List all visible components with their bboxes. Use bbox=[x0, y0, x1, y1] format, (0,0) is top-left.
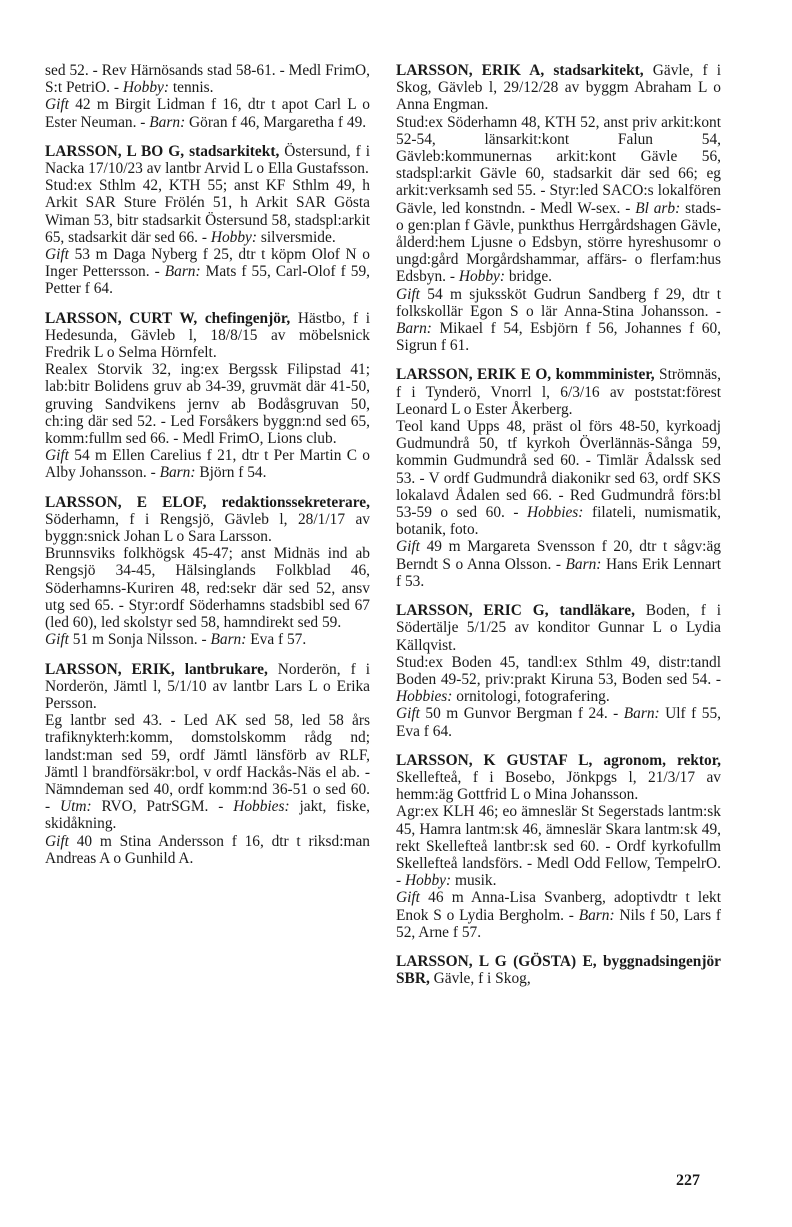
person-name: LARSSON, K GUSTAF L, bbox=[396, 751, 593, 769]
entry-text: tennis. bbox=[168, 79, 214, 97]
biography-entry bbox=[45, 310, 370, 482]
field-label: Hobby: bbox=[458, 268, 506, 286]
biography-entry bbox=[396, 62, 721, 354]
entry-text bbox=[206, 494, 221, 511]
field-label: Gift bbox=[45, 832, 69, 850]
field-label: Bl arb: bbox=[635, 199, 681, 217]
entry-text: 53 m Daga Nyberg f 25, dtr t köpm Olof N o Inger Pettersson. - bbox=[45, 246, 370, 281]
entry-text: Gävle, f i Skog, bbox=[429, 970, 531, 988]
entry-text: Gävle, f i Skog, Gävleb l, 29/12/28 av byggm Abraham L o Anna Engman. bbox=[396, 62, 722, 114]
entry-text: Björn f 54. bbox=[195, 464, 267, 482]
entry-text bbox=[197, 310, 205, 327]
entry-paragraph bbox=[396, 114, 721, 286]
entry-text bbox=[175, 661, 185, 678]
field-label: Gift bbox=[45, 447, 69, 465]
person-name: LARSSON, ERIK E O, bbox=[396, 366, 552, 384]
entry-text: Realex Storvik 32, ing:ex Bergssk Filipstad 41; lab:bitr Bolidens gruv ab 34-39, gruvmät där 41-50, gruving Sandvikens jernv ab Bodåsgruvan 50, ch:ing där sed 52. - Led Forsåkers byggn:nd sed 65, komm:fullm sed 66. - Medl FrimO, Lions club. bbox=[45, 361, 370, 448]
entry-text: Hästbo, f i Hedesunda, Gävleb l, 18/8/15 av möbelsnick Fredrik L o Selma Hörnfelt. bbox=[45, 309, 370, 362]
entry-paragraph bbox=[45, 177, 370, 246]
page-number: 227 bbox=[676, 1172, 700, 1189]
entry-paragraph bbox=[45, 447, 370, 481]
entry-text: 46 m Anna-Lisa Svanberg, adoptivdtr t lekt Enok S o Lydia Bergholm. - bbox=[396, 889, 721, 924]
entry-text: 42 m Birgit Lidman f 16, dtr t apot Carl L o Ester Neuman. - bbox=[45, 96, 370, 131]
entry-heading-paragraph bbox=[45, 62, 370, 96]
person-name: LARSSON, ERIK A, bbox=[396, 62, 545, 79]
entry-text: 49 m Margareta Svensson f 20, dtr t sågv:äg Berndt S o Anna Olsson. - bbox=[396, 538, 721, 573]
entry-text: Hans Erik Lennart f 53. bbox=[396, 555, 721, 590]
field-label: Gift bbox=[396, 705, 420, 723]
field-label: Gift bbox=[396, 538, 420, 556]
entry-text: ornitologi, fotografering. bbox=[452, 688, 610, 706]
entry-heading-paragraph bbox=[45, 143, 370, 177]
biography-entry bbox=[45, 62, 370, 131]
field-label: Barn: bbox=[396, 320, 432, 338]
person-name: LARSSON, ERIC G, bbox=[396, 602, 549, 620]
field-label: Hobbies: bbox=[527, 504, 584, 522]
field-label: Gift bbox=[396, 889, 420, 907]
field-label: Hobby: bbox=[210, 228, 258, 246]
person-name: LARSSON, L G (GÖSTA) E, bbox=[396, 952, 597, 970]
entry-paragraph bbox=[45, 361, 370, 447]
biography-entry bbox=[45, 143, 370, 298]
right-column bbox=[396, 62, 721, 999]
biography-entry bbox=[396, 752, 721, 941]
entry-text: Göran f 46, Margaretha f 49. bbox=[185, 113, 367, 131]
field-label: Gift bbox=[45, 96, 69, 114]
entry-text: Stud:ex Boden 45, tandl:ex Sthlm 49, distr:tandl Boden 49-52, priv:prakt Kiruna 53, Boden sed 54. - bbox=[396, 653, 721, 688]
entry-paragraph bbox=[45, 712, 370, 832]
entry-text: 40 m Stina Andersson f 16, dtr t riksd:man Andreas A o Gunhild A. bbox=[45, 832, 370, 867]
entry-text: Nils f 50, Lars f 52, Arne f 57. bbox=[396, 906, 721, 941]
occupation: lantbrukare, bbox=[184, 660, 268, 678]
field-label: Barn: bbox=[149, 113, 186, 131]
biography-entry bbox=[45, 661, 370, 867]
entry-text bbox=[592, 752, 603, 769]
entry-text: Strömnäs, f i Tynderö, Vnorrl l, 6/3/16 av poststat:förest Leonard L o Ester Åkerberg. bbox=[396, 366, 721, 418]
entry-heading-paragraph bbox=[396, 752, 721, 804]
entry-text: 54 m Ellen Carelius f 21, dtr t Per Martin C o Alby Johansson. - bbox=[45, 447, 370, 482]
field-label: Hobby: bbox=[122, 79, 169, 97]
person-name: LARSSON, L BO G, bbox=[45, 142, 185, 160]
entry-heading-paragraph bbox=[396, 366, 721, 418]
field-label: Gift bbox=[45, 246, 69, 264]
entry-text: Skellefteå, f i Bosebo, Jönkpgs l, 21/3/17 av hemm:äg Gottfrid L o Mina Johansson. bbox=[396, 768, 721, 804]
entry-paragraph bbox=[45, 631, 370, 648]
biography-entry bbox=[396, 602, 721, 740]
entry-text: 54 m sjukssköt Gudrun Sandberg f 29, dtr t folkskollär Egon S o lär Anna-Stina Johansson. - bbox=[396, 285, 721, 320]
occupation: agronom, rektor, bbox=[603, 751, 721, 769]
entry-paragraph bbox=[396, 705, 721, 739]
entry-heading-paragraph bbox=[396, 602, 721, 654]
entry-text: 51 m Sonja Nilsson. - bbox=[68, 631, 211, 649]
entry-heading-paragraph bbox=[45, 310, 370, 362]
entry-text: filateli, numismatik, botanik, foto. bbox=[396, 504, 721, 539]
entry-text bbox=[549, 602, 560, 619]
entry-text: Norderön, f i Norderön, Jämtl l, 5/1/10 av lantbr Lars L o Erika Persson. bbox=[45, 660, 370, 712]
occupation: tandläkare, bbox=[559, 602, 635, 620]
biography-entry bbox=[396, 366, 721, 590]
left-column bbox=[45, 62, 370, 879]
field-label: Barn: bbox=[565, 555, 602, 573]
occupation: redaktionssekreterare, bbox=[221, 493, 370, 511]
entry-heading-paragraph bbox=[45, 661, 370, 713]
entry-heading-paragraph bbox=[45, 494, 370, 546]
entry-paragraph bbox=[396, 418, 721, 538]
entry-heading-paragraph bbox=[396, 953, 721, 987]
field-label: Barn: bbox=[623, 705, 660, 723]
field-label: Gift bbox=[396, 285, 420, 303]
occupation: stadsarkitekt, bbox=[189, 142, 280, 160]
entry-paragraph bbox=[45, 96, 370, 130]
person-name: LARSSON, ERIK, bbox=[45, 660, 175, 678]
field-label: Barn: bbox=[164, 263, 201, 281]
occupation: byggnadsingenjör SBR, bbox=[396, 952, 721, 988]
entry-text: Agr:ex KLH 46; eo ämneslär St Segerstads lantm:sk 45, Hamra lantm:sk 46, ämneslär Skara lantm:sk 49, rekt Skellefteå lantbr:sk sed 60. - Ordf kyrkofullm Skellefteå landsförs. - Medl Odd Fellow, TempelrO. - bbox=[396, 803, 721, 890]
entry-paragraph bbox=[396, 538, 721, 590]
field-label: Barn: bbox=[159, 464, 196, 482]
entry-paragraph bbox=[45, 545, 370, 631]
field-label: Hobby: bbox=[404, 872, 452, 890]
entry-text: Teol kand Upps 48, präst ol förs 48-50, kyrkoadj Gudmundrå 50, tf kyrkoh Överlännäs-Sånga 59, kommin Gudmundrå sed 60. - Timlär Ådalssk sed 53. - V ordf Gudmundrå diakonikr sed 63, ordf SKS lokalavd Ådalen sed 66. - Red Gudmundrå förs:bl 53-59 o sed 60. - bbox=[396, 418, 721, 522]
entry-text: stads- o gen:plan f Gävle, punkthus Herrgårdshagen Gävle, ålderd:hem Ljusne o Edsbyn, större hyreshusomr o ungd:gård Morgårdshammar, affärs- o flerfam:hus Edsbyn. - bbox=[396, 199, 721, 286]
person-name: LARSSON, E ELOF, bbox=[45, 493, 207, 511]
entry-text: Boden, f i Södertälje 5/1/25 av konditor Gunnar L o Lydia Källqvist. bbox=[396, 602, 721, 654]
entry-paragraph bbox=[396, 654, 721, 706]
field-label: Barn: bbox=[578, 906, 615, 924]
occupation: stadsarkitekt, bbox=[553, 62, 644, 79]
entry-paragraph bbox=[396, 889, 721, 941]
entry-paragraph bbox=[45, 246, 370, 298]
entry-text: Eg lantbr sed 43. - Led AK sed 58, led 58 års trafiknykterh:komm, domstolskomm rådg nd; landst:man sed 59, ordf Jämtl länsförb av RLF, Jämtl l brandförsäkr:bol, v ordf Hackås-Näs el ab. - Nämndeman sed 40, ordf komm:nd 36-51 o sed 60. - bbox=[45, 712, 370, 816]
entry-text: RVO, PatrSGM. - bbox=[91, 798, 234, 816]
entry-text: 50 m Gunvor Bergman f 24. - bbox=[419, 705, 624, 723]
entry-text: Stud:ex Söderhamn 48, KTH 52, anst priv arkit:kont 52-54, länsarkit:kont Falun 54, Gävleb:kommunernas arkit:kont Gävle 56, stadspl:arkit Gävle 60, stadsarkit där sed 66; eg arkit:verksamh sed 55. - Styr:led SACO:s lokalfören Gävle, led konstndn. - Medl W-sex. - bbox=[396, 113, 721, 217]
biography-entry bbox=[396, 953, 721, 987]
entry-paragraph bbox=[396, 803, 721, 889]
field-label: Barn: bbox=[210, 631, 247, 649]
entry-heading-paragraph bbox=[396, 62, 721, 114]
entry-text: sed 52. - Rev Härnösands stad 58-61. - Medl FrimO, S:t PetriO. - bbox=[45, 62, 370, 97]
field-label: Hobbies: bbox=[396, 688, 453, 706]
field-label: Utm: bbox=[59, 798, 92, 816]
occupation: kommminister, bbox=[555, 366, 655, 384]
entry-paragraph bbox=[45, 833, 370, 867]
biography-entry bbox=[45, 494, 370, 649]
entry-text: Eva f 57. bbox=[246, 631, 307, 649]
entry-text: jakt, fiske, skidåkning. bbox=[45, 798, 371, 833]
entry-text: Östersund, f i Nacka 17/10/23 av lantbr Arvid L o Ella Gustafsson. bbox=[45, 142, 370, 178]
entry-paragraph bbox=[396, 286, 721, 355]
entry-text: silversmide. bbox=[257, 228, 336, 246]
entry-text: Mikael f 54, Esbjörn f 56, Johannes f 60, Sigrun f 61. bbox=[396, 320, 721, 355]
entry-text: Söderhamn, f i Rengsjö, Gävleb l, 28/1/17 av byggn:snick Johan L o Sara Larsson. bbox=[45, 510, 370, 546]
field-label: Gift bbox=[45, 631, 69, 649]
entry-text: bridge. bbox=[505, 268, 553, 286]
entry-text: Mats f 55, Carl-Olof f 59, Petter f 64. bbox=[45, 263, 370, 298]
entry-text: musik. bbox=[451, 872, 497, 890]
occupation: chefingenjör, bbox=[204, 309, 291, 327]
field-label: Hobbies: bbox=[233, 798, 290, 816]
entry-text: Ulf f 55, Eva f 64. bbox=[396, 705, 721, 740]
entry-text: Brunnsviks folkhögsk 45-47; anst Midnäs ind ab Rengsjö 34-45, Hälsinglands Folkblad 46, Söderhamns-Kuriren 48, red:sekr där sed 52, ansv utg sed 65. - Styr:ordf Söderhamns stadsbibl sed 67 (led 60), led skolstyr sed 58, hamndirekt sed 59. bbox=[45, 545, 370, 632]
entry-text: Stud:ex Sthlm 42, KTH 55; anst KF Sthlm 49, h Arkit SAR Sture Frölén 51, h Arkit SAR Gösta Wiman 53, bitr stadsarkit Östersund 58, stadspl:arkit 65, stadsarkit där sed 66. - bbox=[45, 177, 370, 246]
person-name: LARSSON, CURT W, bbox=[45, 309, 198, 327]
